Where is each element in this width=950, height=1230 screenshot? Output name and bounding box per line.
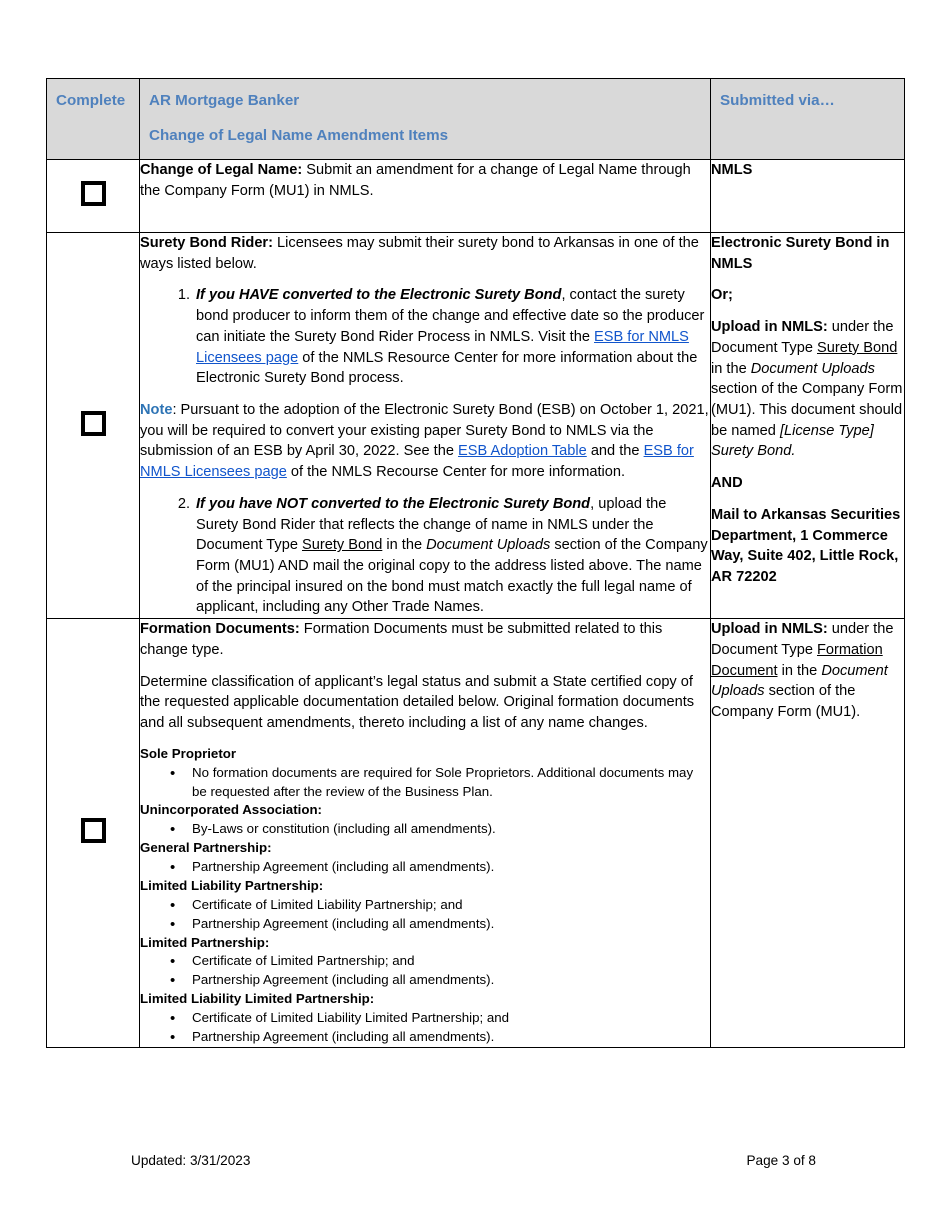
- upload-text-b: in the: [711, 360, 751, 377]
- classification-bullets: [140, 820, 710, 839]
- list-item-text-a: , contact the surety bond producer to inform them of the change and effective date so the producer can initiate the Surety Bond Rider Process in NMLS. Visit the: [196, 287, 705, 345]
- header-cell-title: [140, 79, 711, 160]
- list-item: • Partnership Agreement (including all amendments).: [192, 858, 710, 877]
- classification-bullets: [140, 858, 710, 877]
- classification-name: Sole Proprietor: [140, 745, 237, 761]
- complete-checkbox-cell-2[interactable]: [47, 232, 140, 618]
- esb-for-nmls-licensees-link[interactable]: ESB for NMLS Licensees page: [140, 443, 694, 481]
- item-paragraph-2: Determine classification of applicant’s legal status and submit a State certified copy of the requested applicable documentation detailed below. Original formation documents and all subsequent amendments, thereto including a list of any name changes.: [140, 673, 695, 732]
- classification-group: [140, 934, 710, 991]
- table-header-row: [47, 79, 905, 160]
- classification-bullets: [140, 896, 710, 934]
- document-type-surety-bond: Surety Bond: [817, 339, 898, 356]
- via-line1: Electronic Surety Bond in NMLS: [711, 234, 890, 272]
- list-item-lead: If you have NOT converted to the Electronic Surety Bond: [196, 495, 591, 512]
- note-label: Note: [140, 401, 173, 418]
- list-item: [177, 494, 710, 618]
- via-cell-change-of-legal-name: [711, 159, 905, 232]
- checklist-table: [46, 78, 905, 1048]
- via-cell-formation-documents: [711, 619, 905, 1048]
- document-uploads-section: Document Uploads: [750, 360, 875, 377]
- header-title-line2: Change of Legal Name Amendment Items: [149, 127, 449, 145]
- upload-text-a: under the Document Type: [711, 319, 894, 356]
- checkbox-icon[interactable]: [81, 181, 106, 206]
- classification-bullets: [140, 1009, 710, 1047]
- upload-text-c: section of the Company Form (MU1).: [711, 683, 861, 721]
- classification-group: [140, 745, 710, 802]
- header-complete-label: Complete: [56, 92, 126, 109]
- item-body: Formation Documents must be submitted related to this change type.: [140, 621, 663, 658]
- list-item: • Certificate of Limited Liability Limited Partnership; and: [192, 1009, 710, 1028]
- document-name-format: [License Type] Surety Bond.: [711, 422, 874, 460]
- checkbox-icon[interactable]: [81, 818, 106, 843]
- header-submitted-via-label: Submitted via…: [720, 92, 835, 109]
- item-heading: Formation Documents:: [140, 621, 300, 638]
- item-intro: Licensees may submit their surety bond to Arkansas in one of the ways listed below.: [140, 234, 699, 272]
- list-item-number: 1.: [177, 287, 190, 304]
- header-cell-complete: [47, 79, 140, 160]
- item-paragraph: [140, 233, 710, 274]
- classification-list: [140, 745, 710, 1047]
- via-upload-paragraph: [711, 317, 904, 462]
- classification-group: [140, 877, 710, 934]
- via-and-label: AND: [711, 475, 743, 492]
- list-item: • Partnership Agreement (including all amendments).: [192, 915, 710, 934]
- classification-group: [140, 990, 710, 1047]
- table-row: [47, 232, 905, 618]
- upload-label: Upload in NMLS:: [711, 319, 828, 336]
- item-paragraph: [140, 160, 710, 201]
- classification-name: Unincorporated Association:: [140, 802, 322, 818]
- list-item-text-a: , upload the Surety Bond Rider that reflects the change of name in NMLS under the Document Type: [196, 495, 667, 554]
- list-item-number: 2.: [177, 495, 190, 512]
- via-upload-paragraph: [711, 619, 904, 723]
- via-mail-address: Mail to Arkansas Securities Department, 1 Commerce Way, Suite 402, Little Rock, AR 72202: [711, 506, 901, 585]
- list-item-lead: If you HAVE converted to the Electronic Surety Bond: [196, 287, 562, 304]
- item-paragraph: [140, 619, 710, 660]
- document-uploads-section: Document Uploads: [711, 662, 888, 700]
- document-type-surety-bond: Surety Bond: [302, 537, 383, 554]
- list-item: • Partnership Agreement (including all amendments).: [192, 971, 710, 990]
- item-heading: Surety Bond Rider:: [140, 234, 273, 251]
- classification-name: Limited Liability Limited Partnership:: [140, 991, 375, 1007]
- upload-text-a: under the Document Type: [711, 621, 894, 658]
- upload-text-c: section of the Company Form (MU1). This document should be named: [711, 381, 903, 439]
- header-title-line1: AR Mortgage Banker: [149, 92, 300, 109]
- upload-label: Upload in NMLS:: [711, 621, 828, 638]
- item-heading: Change of Legal Name:: [140, 161, 303, 178]
- classification-bullets: [140, 764, 710, 802]
- header-cell-submitted-via: [711, 79, 905, 160]
- classification-name: Limited Liability Partnership:: [140, 877, 324, 893]
- checkbox-icon[interactable]: [81, 411, 106, 436]
- table-row: [47, 159, 905, 232]
- classification-name: Limited Partnership:: [140, 934, 270, 950]
- note-text-b: and the: [586, 443, 644, 460]
- list-item: • No formation documents are required for Sole Proprietors. Additional documents may be requested after the review of the Business Plan.: [192, 764, 710, 802]
- classification-name: General Partnership:: [140, 840, 272, 856]
- list-item: • By-Laws or constitution (including all amendments).: [192, 820, 710, 839]
- document-uploads-section: Document Uploads: [426, 537, 551, 554]
- list-item: • Certificate of Limited Partnership; and: [192, 952, 710, 971]
- list-item-text-c: section of the Company Form (MU1) AND mail the original copy to the address listed above. The name of the principal insured on the bond must match exactly the full legal name of applicant, including any Other Trade Names.: [196, 537, 708, 616]
- item-cell-formation-documents: [140, 619, 711, 1048]
- note-text-c: of the NMLS Recourse Center for more information.: [286, 464, 626, 481]
- footer-updated-date: Updated: 3/31/2023: [131, 1153, 251, 1168]
- surety-bond-options-list-2: [140, 494, 710, 618]
- list-item-text-b: of the NMLS Resource Center for more information about the Electronic Surety Bond process.: [196, 349, 698, 387]
- note-text-a: : Pursuant to the adoption of the Electronic Surety Bond (ESB) on October 1, 2021, you will be required to convert your existing paper Surety Bond to NMLS via the submission of an ESB by April 30, 2022. See the: [140, 401, 709, 460]
- complete-checkbox-cell-1[interactable]: [47, 159, 140, 232]
- item-cell-surety-bond-rider: [140, 232, 711, 618]
- surety-bond-options-list-1: [140, 285, 710, 389]
- via-text: NMLS: [711, 161, 753, 178]
- via-cell-surety-bond-rider: [711, 232, 905, 618]
- list-item: • Partnership Agreement (including all amendments).: [192, 1028, 710, 1047]
- table-row: [47, 619, 905, 1048]
- esb-for-nmls-licensees-link[interactable]: ESB for NMLS Licensees page: [196, 328, 689, 366]
- list-item-text-b: in the: [382, 537, 427, 554]
- classification-group: [140, 801, 710, 839]
- list-item: [177, 285, 710, 389]
- item-body: Submit an amendment for a change of Legal Name through the Company Form (MU1) in NMLS.: [140, 161, 691, 199]
- document-type-formation-document: Formation Document: [711, 641, 883, 679]
- upload-text-b: in the: [777, 662, 822, 679]
- page-footer: [46, 1153, 904, 1177]
- classification-group: [140, 839, 710, 877]
- classification-bullets: [140, 952, 710, 990]
- note-paragraph: [140, 400, 710, 483]
- complete-checkbox-cell-3[interactable]: [47, 619, 140, 1048]
- list-item: • Certificate of Limited Liability Partnership; and: [192, 896, 710, 915]
- footer-page-number: Page 3 of 8: [746, 1153, 816, 1168]
- esb-adoption-table-link[interactable]: ESB Adoption Table: [458, 443, 587, 460]
- via-line2: Or;: [711, 287, 733, 304]
- via-paragraph: [711, 160, 904, 181]
- item-cell-change-of-legal-name: [140, 159, 711, 232]
